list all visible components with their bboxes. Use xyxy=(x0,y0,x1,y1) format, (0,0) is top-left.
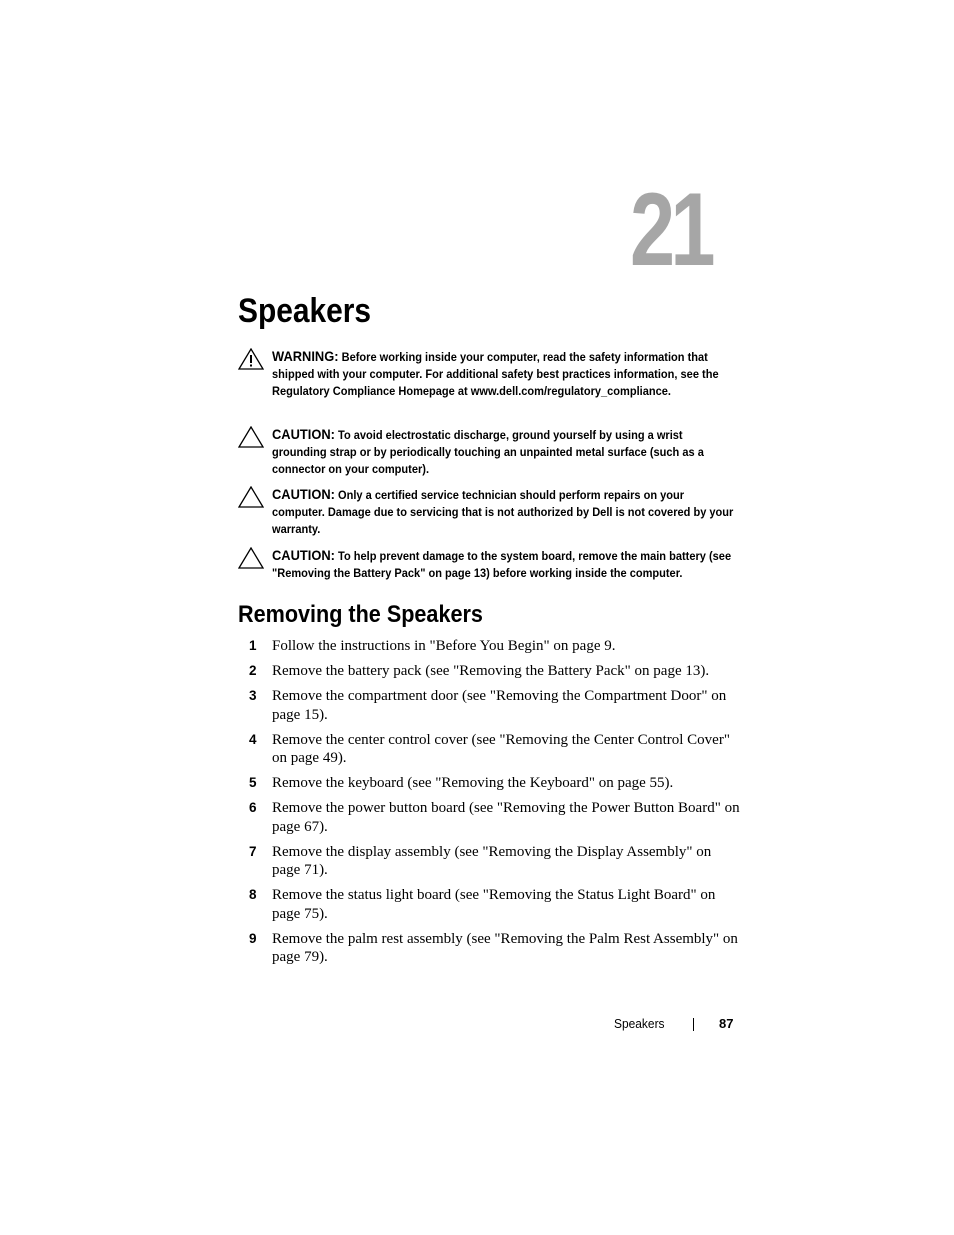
section-title: Removing the Speakers xyxy=(238,601,483,628)
footer-divider xyxy=(693,1018,694,1031)
notice-label: CAUTION: xyxy=(272,547,335,563)
list-item xyxy=(238,662,743,681)
step-number: 8 xyxy=(249,887,257,902)
step-text: Remove the power button board (see "Removing the Power Button Board" on page 67). xyxy=(272,800,740,835)
step-text: Remove the status light board (see "Removing the Status Light Board" on page 75). xyxy=(272,887,716,922)
notice-label: CAUTION: xyxy=(272,426,335,442)
footer-title: Speakers xyxy=(614,1016,665,1031)
caution-triangle-icon xyxy=(238,486,264,508)
list-item xyxy=(238,774,743,793)
list-item xyxy=(238,799,743,836)
list-item xyxy=(238,886,743,923)
step-text: Remove the keyboard (see "Removing the Keyboard" on page 55). xyxy=(272,775,674,791)
notice-label: CAUTION: xyxy=(272,486,335,502)
step-number: 2 xyxy=(249,663,257,678)
list-item xyxy=(238,731,743,768)
step-number: 9 xyxy=(249,930,257,946)
chapter-number: 21 xyxy=(630,172,711,288)
list-item xyxy=(238,687,743,724)
step-text: Remove the center control cover (see "Removing the Center Control Cover" on page 49). xyxy=(272,731,730,766)
caution-triangle-icon xyxy=(238,547,264,569)
step-text: Remove the compartment door (see "Removing the Compartment Door" on page 15). xyxy=(272,688,727,723)
list-item xyxy=(238,930,743,967)
notice-text: To help prevent damage to the system board, remove the main battery (see "Removing the Battery Pack" on page 13) before working inside the computer. xyxy=(272,549,732,580)
notice-text: Only a certified service technician should perform repairs on your computer. Damage due to servicing that is not authorized by Dell is not covered by your warranty. xyxy=(272,488,734,536)
chapter-title: Speakers xyxy=(238,292,372,330)
notice-text: To avoid electrostatic discharge, ground yourself by using a wrist grounding strap or by periodically touching an unpainted metal surface (such as a connector on your computer). xyxy=(272,428,704,476)
step-text: Follow the instructions in "Before You Begin" on page 9. xyxy=(272,638,616,654)
notice-text: Before working inside your computer, read the safety information that shipped with your computer. For additional safety best practices information, see the Regulatory Compliance Homepage at www.dell.com/regulatory_compliance. xyxy=(272,350,719,398)
step-number: 7 xyxy=(249,843,257,859)
notice-label: WARNING: xyxy=(272,348,339,364)
step-text: Remove the display assembly (see "Removing the Display Assembly" on page 71). xyxy=(272,843,712,878)
list-item xyxy=(238,843,743,880)
step-text: Remove the battery pack (see "Removing the Battery Pack" on page 13). xyxy=(272,663,710,679)
step-number: 4 xyxy=(249,731,257,747)
step-text: Remove the palm rest assembly (see "Removing the Palm Rest Assembly" on page 79). xyxy=(272,930,738,965)
page-number: 87 xyxy=(719,1016,734,1031)
step-number: 5 xyxy=(249,775,257,790)
procedure-steps xyxy=(238,637,743,973)
warning-triangle-icon xyxy=(238,348,264,370)
caution-triangle-icon xyxy=(238,426,264,448)
list-item xyxy=(238,637,743,656)
step-number: 1 xyxy=(249,638,257,653)
step-number: 3 xyxy=(249,688,257,703)
step-number: 6 xyxy=(249,800,257,815)
